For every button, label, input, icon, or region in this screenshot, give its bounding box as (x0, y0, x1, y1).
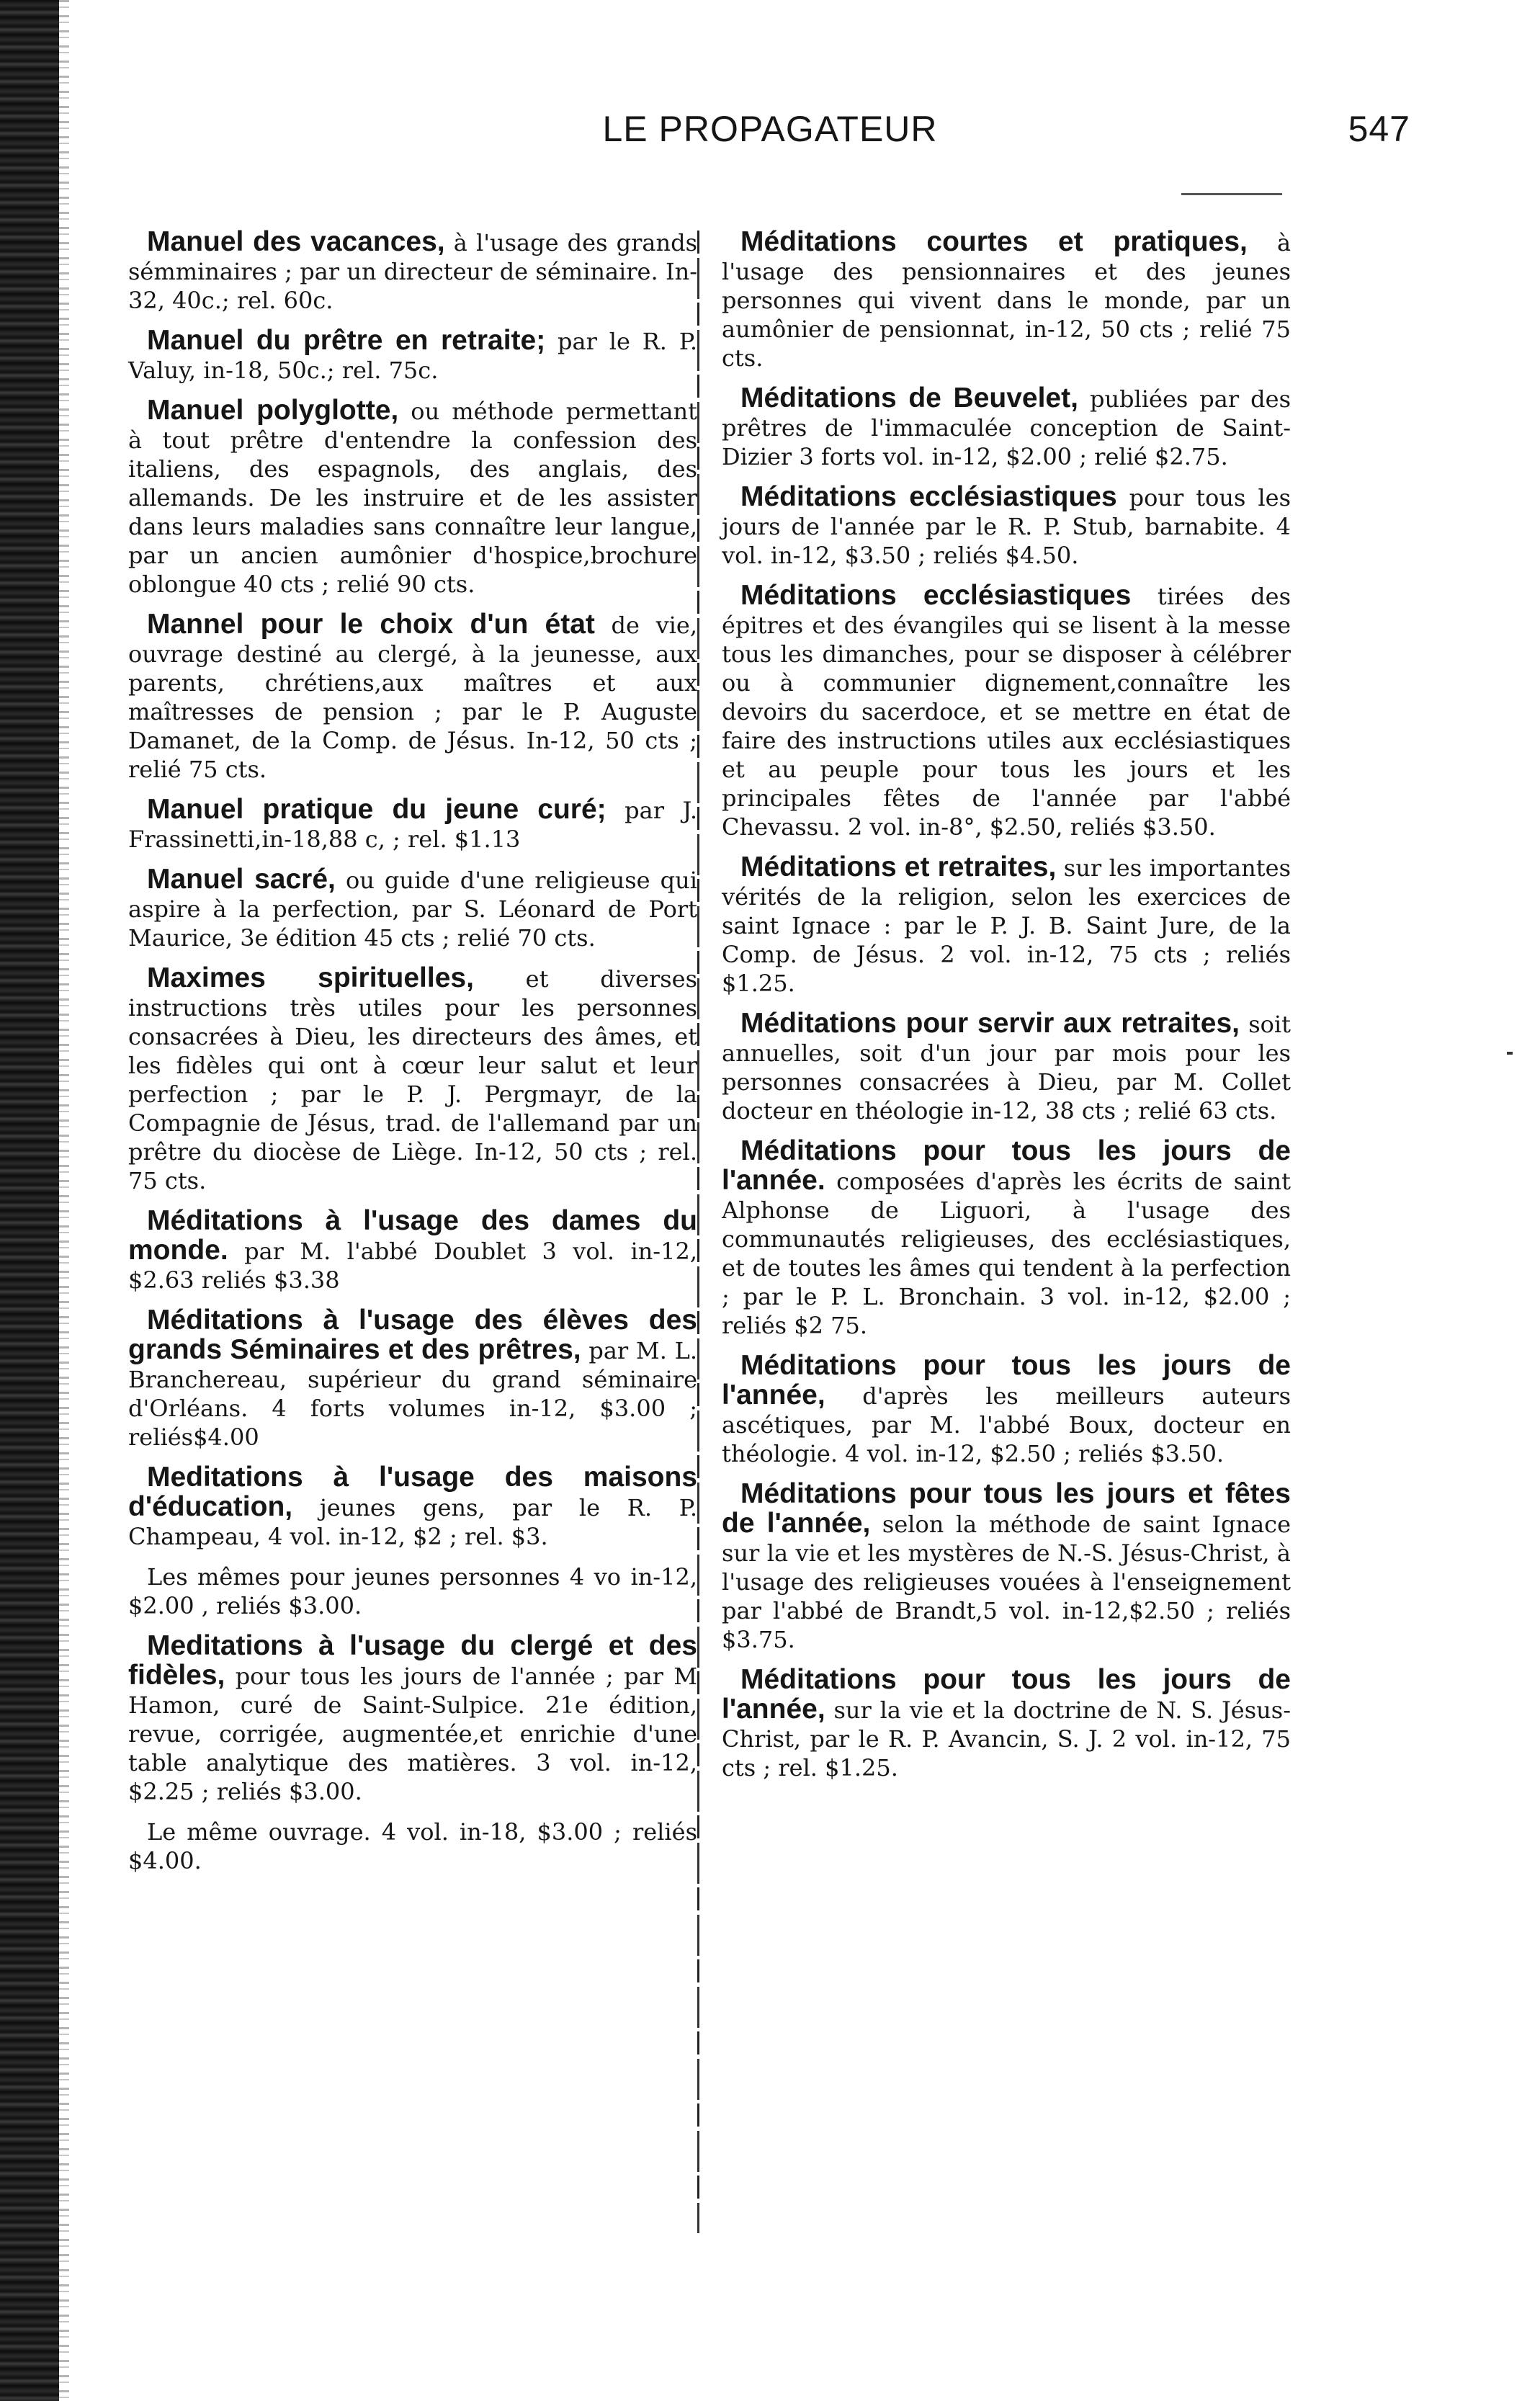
entry-title: Méditations de Beuvelet, (740, 383, 1078, 413)
entry-description: Les mêmes pour jeunes personnes 4 vo in-12, $2.00 , reliés $3.00. (128, 1563, 697, 1619)
entry-description: et diverses instructions très utiles pour les personnes consacrées à Dieu, les directeurs des âmes, et les fidèles qui ont à cœur leur salut et leur perfection ; par le P. J. Pergmayr, de la Compagnie de Jésus, trad. de l'allemand par un prêtre du diocèse de Liège. In-12, 50 cts ; rel. 75 cts. (128, 965, 698, 1194)
entry-description: par le R. P. Valuy, in-18, 50c.; rel. 75c. (128, 328, 698, 384)
right-column (722, 228, 1291, 1794)
entry-title: Méditations pour servir aux retraites, (740, 1008, 1240, 1039)
entry-description: par M. l'abbé Doublet 3 vol. in-12, $2.63 reliés $3.38 (128, 1238, 698, 1294)
catalog-entry (722, 581, 1291, 841)
scan-binding-edge (0, 0, 59, 2401)
entry-title: Méditations pour tous les jours et fêtes de l'année, (722, 1478, 1291, 1539)
entry-title: Méditations ecclésiastiques (740, 580, 1132, 611)
entry-description: composées d'après les écrits de saint Alphonse de Liguori, à l'usage des communautés religieuses, des ecclésiastiques, et de toutes les âmes qui tendent à la perfection ; par le P. L. Bronchain. 3 vol. in-12, $2.00 ; reliés $2 75. (722, 1168, 1291, 1339)
catalog-entry (128, 610, 697, 784)
catalog-entry (722, 1351, 1291, 1468)
catalog-entry (128, 1306, 697, 1452)
entry-description: selon la méthode de saint Ignace sur la vie et les mystères de N.-S. Jésus-Christ, à l'usage des religieuses vouées à l'enseignement par l'abbé de Brandt,5 vol. in-12,$2.50 ; reliés $3.75. (722, 1511, 1291, 1653)
catalog-entry (722, 1009, 1291, 1125)
column-divider (697, 231, 699, 2233)
entry-description: d'après les meilleurs auteurs ascétiques, par M. l'abbé Boux, docteur en théologie. 4 vol. in-12, $2.50 ; reliés $3.50. (722, 1382, 1291, 1467)
entry-title: Meditations à l'usage du clergé et des fidèles, (128, 1630, 697, 1691)
entry-title: Méditations courtes et pratiques, (740, 226, 1248, 257)
entry-title: Meditations à l'usage des maisons d'éducation, (128, 1462, 697, 1522)
entry-description: sur la vie et la doctrine de N. S. Jésus-Christ, par le R. P. Avancin, S. J. 2 vol. in-12, 75 cts ; rel. $1.25. (722, 1696, 1291, 1781)
catalog-entry (128, 865, 697, 952)
catalog-entry (722, 483, 1291, 570)
entry-description: jeunes gens, par le R. P. Champeau, 4 vol. in-12, $2 ; rel. $3. (128, 1494, 698, 1550)
entry-description: par M. L. Branchereau, supérieur du grand séminaire d'Orléans. 4 forts volumes in-12, $3.00 ; reliés$4.00 (128, 1337, 697, 1451)
catalog-entry (128, 228, 697, 315)
entry-description: pour tous les jours de l'année par le R. P. Stub, barnabite. 4 vol. in-12, $3.50 ; reliés $4.50. (722, 484, 1291, 569)
entry-description: à l'usage des pensionnaires et des jeunes personnes qui vivent dans le monde, par un aumônier de pensionnat, in-12, 50 cts ; relié 75 cts. (722, 229, 1291, 372)
entry-description: pour tous les jours de l'année ; par M Hamon, curé de Saint-Sulpice. 21e édition, revue, corrigée, augmentée,et enrichie d'une table analytique des matières. 3 vol. in-12, $2.25 ; reliés $3.00. (128, 1663, 698, 1805)
scan-speck (1507, 1052, 1513, 1055)
catalog-entry (128, 1562, 697, 1620)
entry-description: à l'usage des grands sémminaires ; par un directeur de séminaire. In-32, 40c.; rel. 60c. (128, 229, 698, 314)
catalog-entry (722, 228, 1291, 372)
catalog-entry (722, 384, 1291, 471)
entry-title: Manuel des vacances, (147, 226, 445, 257)
catalog-entry (128, 1817, 697, 1875)
catalog-entry (722, 1480, 1291, 1654)
catalog-entry (128, 1463, 697, 1551)
entry-title: Méditations ecclésiastiques (740, 481, 1117, 512)
catalog-entry (722, 1666, 1291, 1782)
entry-title: Manuel pratique du jeune curé; (147, 794, 606, 825)
entry-title: Manuel polyglotte, (147, 395, 399, 426)
left-column (128, 228, 697, 1887)
entry-description: tirées des épitres et des évangiles qui se lisent à la messe tous les dimanches, pour se disposer à célébrer ou à communier dignement,connaître les devoirs du sacerdoce, et se mettre en état de faire des instructions utiles aux ecclésiastiques et au peuple pour tous les jours et les principales fêtes de l'année par l'abbé Chevassu. 2 vol. in-8°, $2.50, reliés $3.50. (722, 583, 1291, 841)
entry-title: Méditations pour tous les jours de l'année, (722, 1350, 1291, 1410)
header-rule (1181, 193, 1282, 195)
entry-description: ou guide d'une religieuse qui aspire à la perfection, par S. Léonard de Port Maurice, 3e édition 45 cts ; relié 70 cts. (128, 867, 698, 952)
catalog-entry (128, 795, 697, 854)
entry-title: Méditations à l'usage des élèves des grands Séminaires et des prêtres, (128, 1305, 697, 1365)
page-number: 547 (1348, 109, 1410, 149)
entry-title: Mannel pour le choix d'un état (147, 609, 595, 640)
entry-description: Le même ouvrage. 4 vol. in-18, $3.00 ; reliés $4.00. (128, 1818, 697, 1874)
entry-title: Manuel du prêtre en retraite; (147, 325, 546, 356)
catalog-entry (128, 326, 697, 385)
entry-description: par J. Frassinetti,in-18,88 c, ; rel. $1.13 (128, 797, 697, 853)
entry-title: Méditations pour tous les jours de l'année, (722, 1664, 1291, 1725)
catalog-entry (722, 1137, 1291, 1340)
running-title: LE PROPAGATEUR (602, 109, 938, 149)
entry-description: soit annuelles, soit d'un jour par mois pour les personnes consacrées à Dieu, par M. Collet docteur en théologie in-12, 38 cts ; relié 63 cts. (722, 1011, 1291, 1125)
entry-description: publiées par des prêtres de l'immaculée conception de Saint-Dizier 3 forts vol. in-12, $2.00 ; relié $2.75. (722, 385, 1291, 470)
entry-title: Maximes spirituelles, (147, 962, 474, 993)
catalog-entry (128, 1632, 697, 1806)
entry-title: Méditations à l'usage des dames du monde. (128, 1205, 697, 1266)
catalog-entry (128, 964, 697, 1195)
entry-title: Manuel sacré, (147, 864, 336, 895)
catalog-entry (128, 396, 697, 599)
entry-description: ou méthode permettant à tout prêtre d'entendre la confession des italiens, des espagnols, des anglais, des allemands. De les instruire et de les assister dans leurs maladies sans connaître leur langue, par un ancien aumônier d'hospice,brochure oblongue 40 cts ; relié 90 cts. (128, 398, 697, 598)
catalog-entry (128, 1207, 697, 1295)
entry-title: Méditations et retraites, (740, 851, 1057, 882)
entry-description: de vie, ouvrage destiné au clergé, à la jeunesse, aux parents, chrétiens,aux maîtres et aux maîtresses de pension ; par le P. Auguste Damanet, de la Comp. de Jésus. In-12, 50 cts ; relié 75 cts. (128, 612, 698, 783)
page-header (130, 108, 1410, 166)
entry-title: Méditations pour tous les jours de l'année. (722, 1135, 1291, 1196)
catalog-entry (722, 853, 1291, 998)
entry-description: sur les importantes vérités de la religion, selon les exercices de saint Ignace : par le P. J. B. Saint Jure, de la Comp. de Jésus. 2 vol. in-12, 75 cts ; reliés $1.25. (722, 854, 1291, 997)
